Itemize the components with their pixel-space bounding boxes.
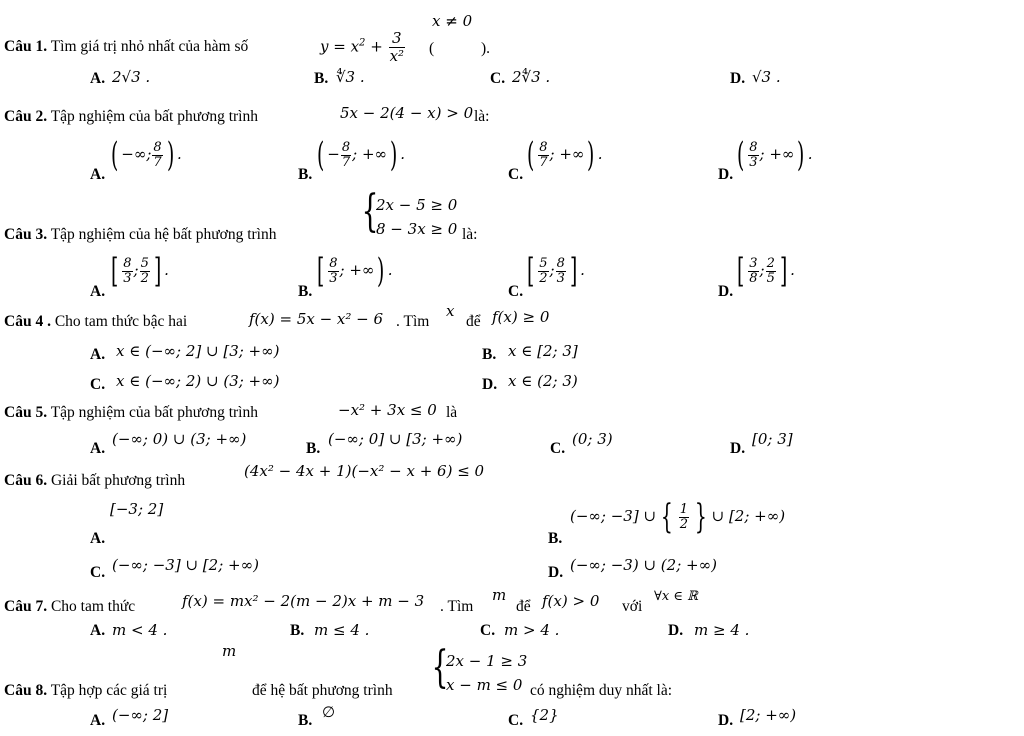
question-7-mid: . Tìm [440, 598, 474, 615]
question-4-text: Câu 4 . Cho tam thức bậc hai [4, 313, 188, 330]
question-5-tail: là [446, 404, 458, 421]
option-d-label: D. [718, 712, 734, 729]
question-8-tail: có nghiệm duy nhất là: [530, 682, 673, 699]
option-c: [ $\frac{5}{2}$ ; $\frac{8}{3}$ ] . [526, 251, 585, 291]
option-d: ( $\frac{8}{3}$ ; +∞) . [736, 135, 813, 175]
question-1-paren-close: ). [481, 40, 491, 57]
option-b-label: B. [290, 622, 305, 639]
option-c: {2} [530, 706, 559, 724]
option-a-label: A. [90, 440, 106, 457]
question-8-mid: để hệ bất phương trình [252, 682, 393, 699]
question-4-expression: f(x) = 5x − x² − 6 [249, 310, 384, 328]
option-c: x ∈ (−∞; 2) ∪ (3; +∞) [116, 372, 280, 390]
question-6-expression: (4x² − 4x + 1)(−x² − x + 6) ≤ 0 [244, 462, 485, 480]
option-d-label: D. [718, 283, 734, 300]
option-a-label: A. [90, 166, 106, 183]
question-4-mid: . Tìm [396, 313, 430, 330]
option-b-label: B. [482, 346, 497, 363]
question-4-condition: f(x) ≥ 0 [492, 308, 550, 326]
option-a: x ∈ (−∞; 2] ∪ [3; +∞) [116, 342, 280, 360]
option-a-label: A. [90, 70, 106, 87]
question-1-paren-open: ( [429, 40, 435, 57]
question-8-text: Câu 8. Tập hợp các giá trị [4, 682, 168, 699]
option-a-label: A. [90, 530, 106, 547]
option-c: (−∞; −3] ∪ [2; +∞) [112, 556, 259, 574]
question-2-expression: 5x − 2(4 − x) > 0 [340, 104, 474, 122]
option-a: [−3; 2] [110, 500, 164, 518]
question-8-var: m [222, 642, 237, 660]
question-7-var: m [492, 586, 507, 604]
option-a-label: A. [90, 346, 106, 363]
option-c-label: C. [508, 283, 524, 300]
option-d: [2; +∞) [740, 706, 797, 724]
option-c-label: C. [490, 70, 506, 87]
option-c: (0; 3) [572, 430, 613, 448]
option-b-label: B. [306, 440, 321, 457]
question-7-voi: với [622, 598, 643, 615]
option-d-label: D. [548, 564, 564, 581]
option-a-label: A. [90, 622, 106, 639]
option-b-label: B. [298, 166, 313, 183]
option-b: [ $\frac{8}{3}$ ; +∞) . [316, 251, 393, 291]
system-brace-icon: { [361, 186, 379, 237]
option-b: ∅ [322, 703, 336, 721]
question-5-text: Câu 5. Tập nghiệm của bất phương trình [4, 404, 258, 421]
question-7-text: Câu 7. Cho tam thức [4, 598, 136, 615]
question-4-de: để [466, 313, 481, 330]
question-3-line-1: 2x − 5 ≥ 0 [376, 196, 458, 214]
option-c: 2∜3 . [512, 68, 551, 86]
option-a: 2√3 . [112, 68, 151, 86]
option-d-label: D. [730, 440, 746, 457]
option-a: [ $\frac{8}{3}$ ; $\frac{5}{2}$ ] . [110, 251, 169, 291]
question-3-line-2: 8 − 3x ≥ 0 [376, 220, 458, 238]
option-b: ( − $\frac{8}{7}$ ; +∞) . [316, 135, 406, 175]
option-d-label: D. [668, 622, 684, 639]
option-b: (−∞; 0] ∪ [3; +∞) [328, 430, 463, 448]
question-7-forall: ∀x ∈ ℝ [654, 589, 698, 604]
option-d-label: D. [482, 376, 498, 393]
option-c-label: C. [480, 622, 496, 639]
option-a: ( −∞; $\frac{8}{7}$ ) . [110, 135, 182, 175]
option-b: ∜3 . [336, 68, 365, 86]
option-c: ( $\frac{8}{7}$ ; +∞) . [526, 135, 603, 175]
question-1-function: $y = x^2$ + $\frac{3}{\text{x²}}$ [320, 29, 405, 65]
question-1-text: Câu 1. Tìm giá trị nhỏ nhất của hàm số [4, 38, 249, 55]
option-b: m ≤ 4 . [314, 621, 370, 639]
question-4-var: x [446, 302, 455, 320]
system-brace-icon: { [431, 642, 449, 693]
option-c: m > 4 . [504, 621, 560, 639]
question-3-tail: là: [462, 226, 478, 243]
option-d-label: D. [718, 166, 734, 183]
question-7-condition: f(x) > 0 [542, 592, 600, 610]
option-a: (−∞; 2] [112, 706, 169, 724]
option-d-label: D. [730, 70, 746, 87]
question-7-expression: f(x) = mx² − 2(m − 2)x + m − 3 [182, 592, 425, 610]
option-d: [ $\frac{3}{8}$ ; $\frac{2}{5}$ ] . [736, 251, 795, 291]
option-c-label: C. [90, 376, 106, 393]
option-a-label: A. [90, 283, 106, 300]
question-3-text: Câu 3. Tập nghiệm của hệ bất phương trình [4, 226, 277, 243]
option-a: (−∞; 0) ∪ (3; +∞) [112, 430, 247, 448]
option-c-label: C. [508, 712, 524, 729]
option-d: √3 . [752, 68, 781, 86]
option-a: m < 4 . [112, 621, 168, 639]
question-1-condition: x ≠ 0 [432, 12, 473, 30]
option-b-label: B. [548, 530, 563, 547]
option-d: [0; 3] [752, 430, 793, 448]
question-7-de: để [516, 598, 531, 615]
question-8-line-2: x − m ≤ 0 [446, 676, 523, 694]
question-2-tail: là: [474, 108, 490, 125]
question-2-text: Câu 2. Tập nghiệm của bất phương trình [4, 108, 258, 125]
option-d: x ∈ (2; 3) [508, 372, 578, 390]
option-b-label: B. [298, 712, 313, 729]
option-d: (−∞; −3) ∪ (2; +∞) [570, 556, 717, 574]
question-5-expression: −x² + 3x ≤ 0 [338, 401, 437, 419]
option-b: (−∞; −3] ∪ { $\frac{1}{2}$ } ∪ [2; +∞) [570, 497, 786, 537]
option-c-label: C. [508, 166, 524, 183]
option-d: m ≥ 4 . [694, 621, 750, 639]
question-6-text: Câu 6. Giải bất phương trình [4, 472, 186, 489]
question-8-line-1: 2x − 1 ≥ 3 [446, 652, 528, 670]
option-a-label: A. [90, 712, 106, 729]
option-c-label: C. [90, 564, 106, 581]
option-b: x ∈ [2; 3] [508, 342, 578, 360]
option-c-label: C. [550, 440, 566, 457]
option-b-label: B. [298, 283, 313, 300]
option-b-label: B. [314, 70, 329, 87]
